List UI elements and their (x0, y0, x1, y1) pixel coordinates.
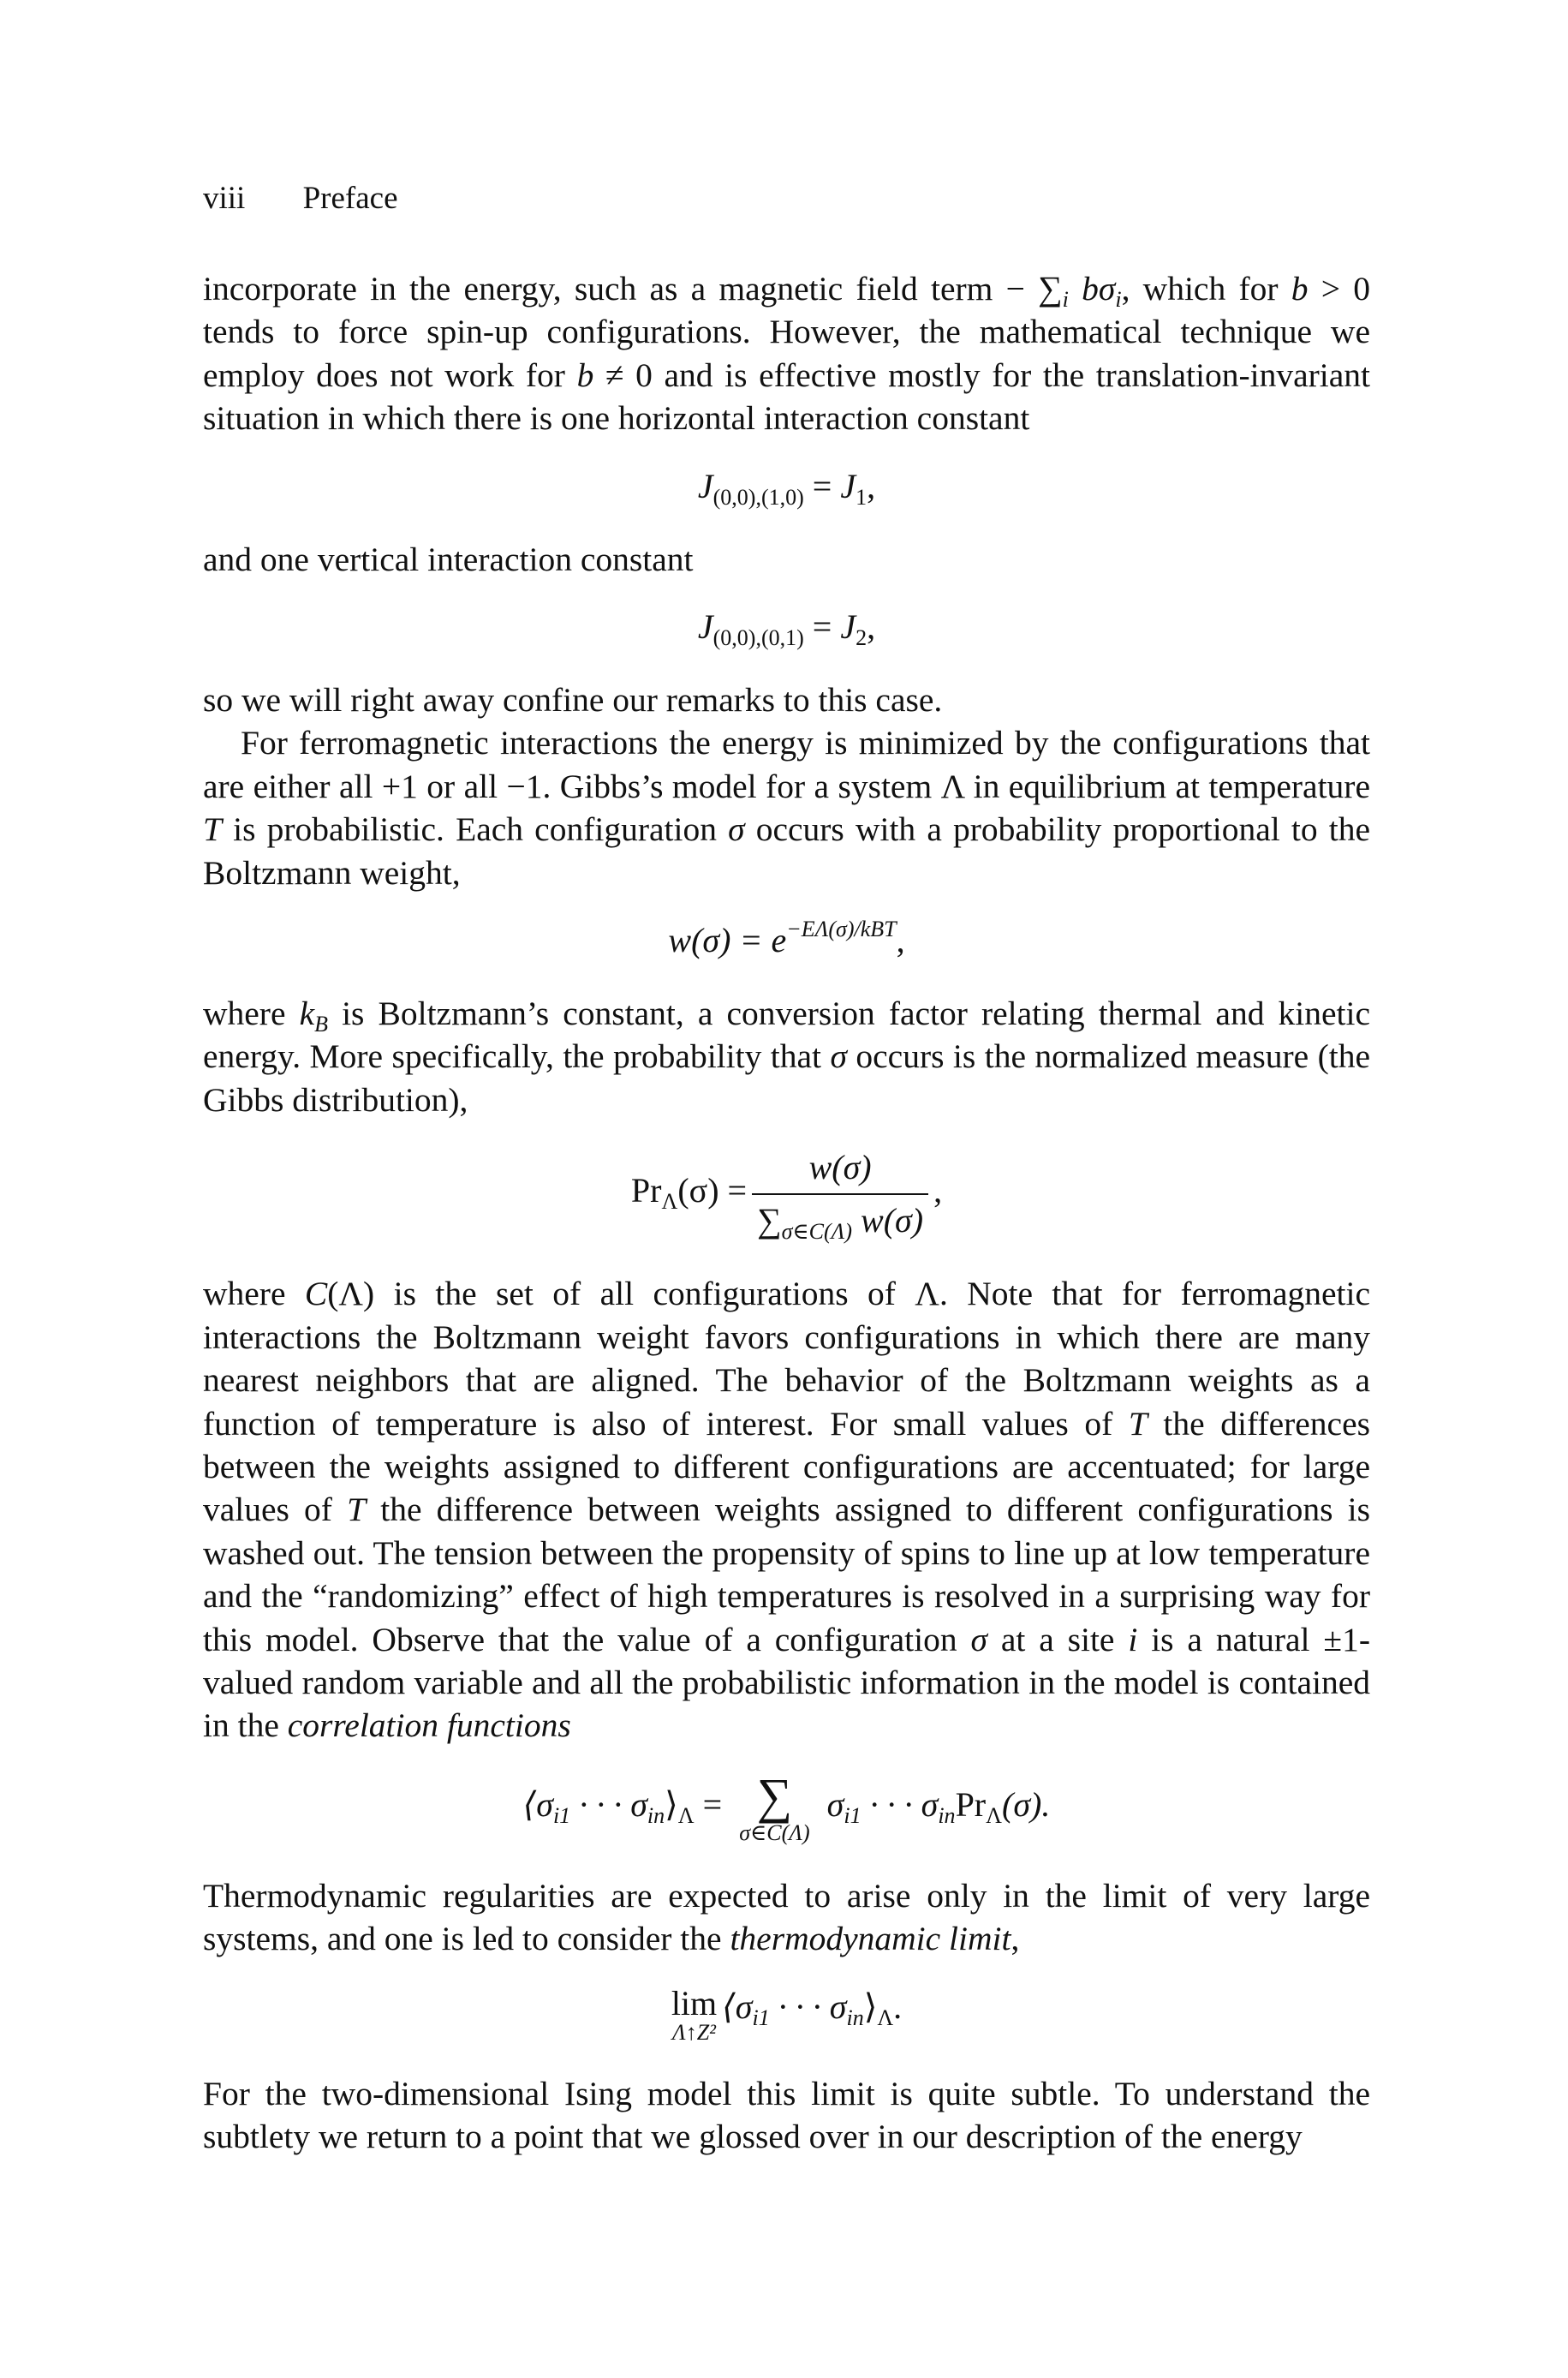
page-number: viii (203, 181, 246, 216)
summation-operator: ∑ σ∈C(Λ) (739, 1767, 810, 1845)
paragraph-8: For the two-dimensional Ising model this limit is quite subtle. To understand the subtlety we return to a point that we glossed over in our description of the energy (203, 2074, 1370, 2155)
limit-operator: lim Λ↑Z² (671, 1983, 718, 2045)
paragraph-2: and one vertical interaction constant (203, 540, 694, 578)
body-text (203, 267, 1370, 2158)
gibbs-fraction: $\frac{w(\sigma)}{\sum_{\sigma\in C(\Lambda)} w(\sigma)}$ (752, 1145, 928, 1243)
equation-gibbs-distribution: $Pr_\Lambda(\sigma)$ = $\frac{w(\sigma)}{\sum_{\sigma\in C(\Lambda)} w(\sigma)}$ , (203, 1145, 1370, 1243)
paragraph-5: where $k_B$ is Boltzmann’s constant, a conversion factor relating thermal and kinetic energy. More specifically, the probability that σ occurs is the normalized measure (the Gibbs distribution), (203, 995, 1371, 1119)
paragraph-7: Thermodynamic regularities are expected to arise only in the limit of very large systems, and one is led to consider the thermodynamic limit, (203, 1876, 1370, 1958)
equation-correlation-function: $⟨\sigma_{i1}$ · · · $\sigma_{in}⟩_\Lambda$ = ∑ σ∈C(Λ) $\sigma_{i1}$ · · · $\sigma_{in}Pr_\Lambda(\sigma)$. (522, 1767, 1051, 1845)
equation-horizontal-coupling: $J_{(0,0),(1,0)} = J_1$, (697, 466, 876, 510)
paragraph-3: so we will right away confine our remarks to this case. (203, 681, 943, 720)
running-header (203, 180, 398, 217)
paragraph-6: where C(Λ) is the set of all configurations of Λ. Note that for ferromagnetic interactions the Boltzmann weight favors configurations in which there are many nearest neighbors that are aligned. The behavior of the Boltzmann weights as a function of temperature is also of interest. For small values of T the differences between the weights assigned to different configurations are accentuated; for large values of T the difference between weights assigned to different configurations is washed out. The tension between the propensity of spins to line up at low temperature and the “randomizing” effect of high temperatures is resolved in a surprising way for this model. Observe that the value of a configuration σ at a site i is a natural ±1-valued random variable and all the probabilistic information in the model is contained in the correlation functions (203, 1275, 1370, 1745)
equation-thermodynamic-limit: lim Λ↑Z² $⟨\sigma_{i1}$ · · · $\sigma_{in}⟩_\Lambda$. (671, 1983, 903, 2045)
paragraph-4: For ferromagnetic interactions the energy is minimized by the configurations that are either all +1 or all −1. Gibbs’s model for a system Λ in equilibrium at temperature T is probabilistic. Each configuration σ occurs with a probability proportional to the Boltzmann weight, (203, 724, 1370, 892)
equation-vertical-coupling: $J_{(0,0),(0,1)} = J_2$, (697, 607, 876, 651)
paragraph-1: incorporate in the energy, such as a magnetic field term − $\sum_i$ $b\sigma_i$, which for b > 0 tends to force spin-up configurations. However, the mathematical technique we employ does not work for b ≠ 0 and is effective mostly for the translation-invariant situation in which there is one horizontal interaction constant (203, 269, 1370, 438)
equation-boltzmann-weight: $w(\sigma) = e^{-E\Lambda(\sigma)/kBT}$, (668, 917, 905, 960)
section-title: Preface (302, 181, 398, 216)
